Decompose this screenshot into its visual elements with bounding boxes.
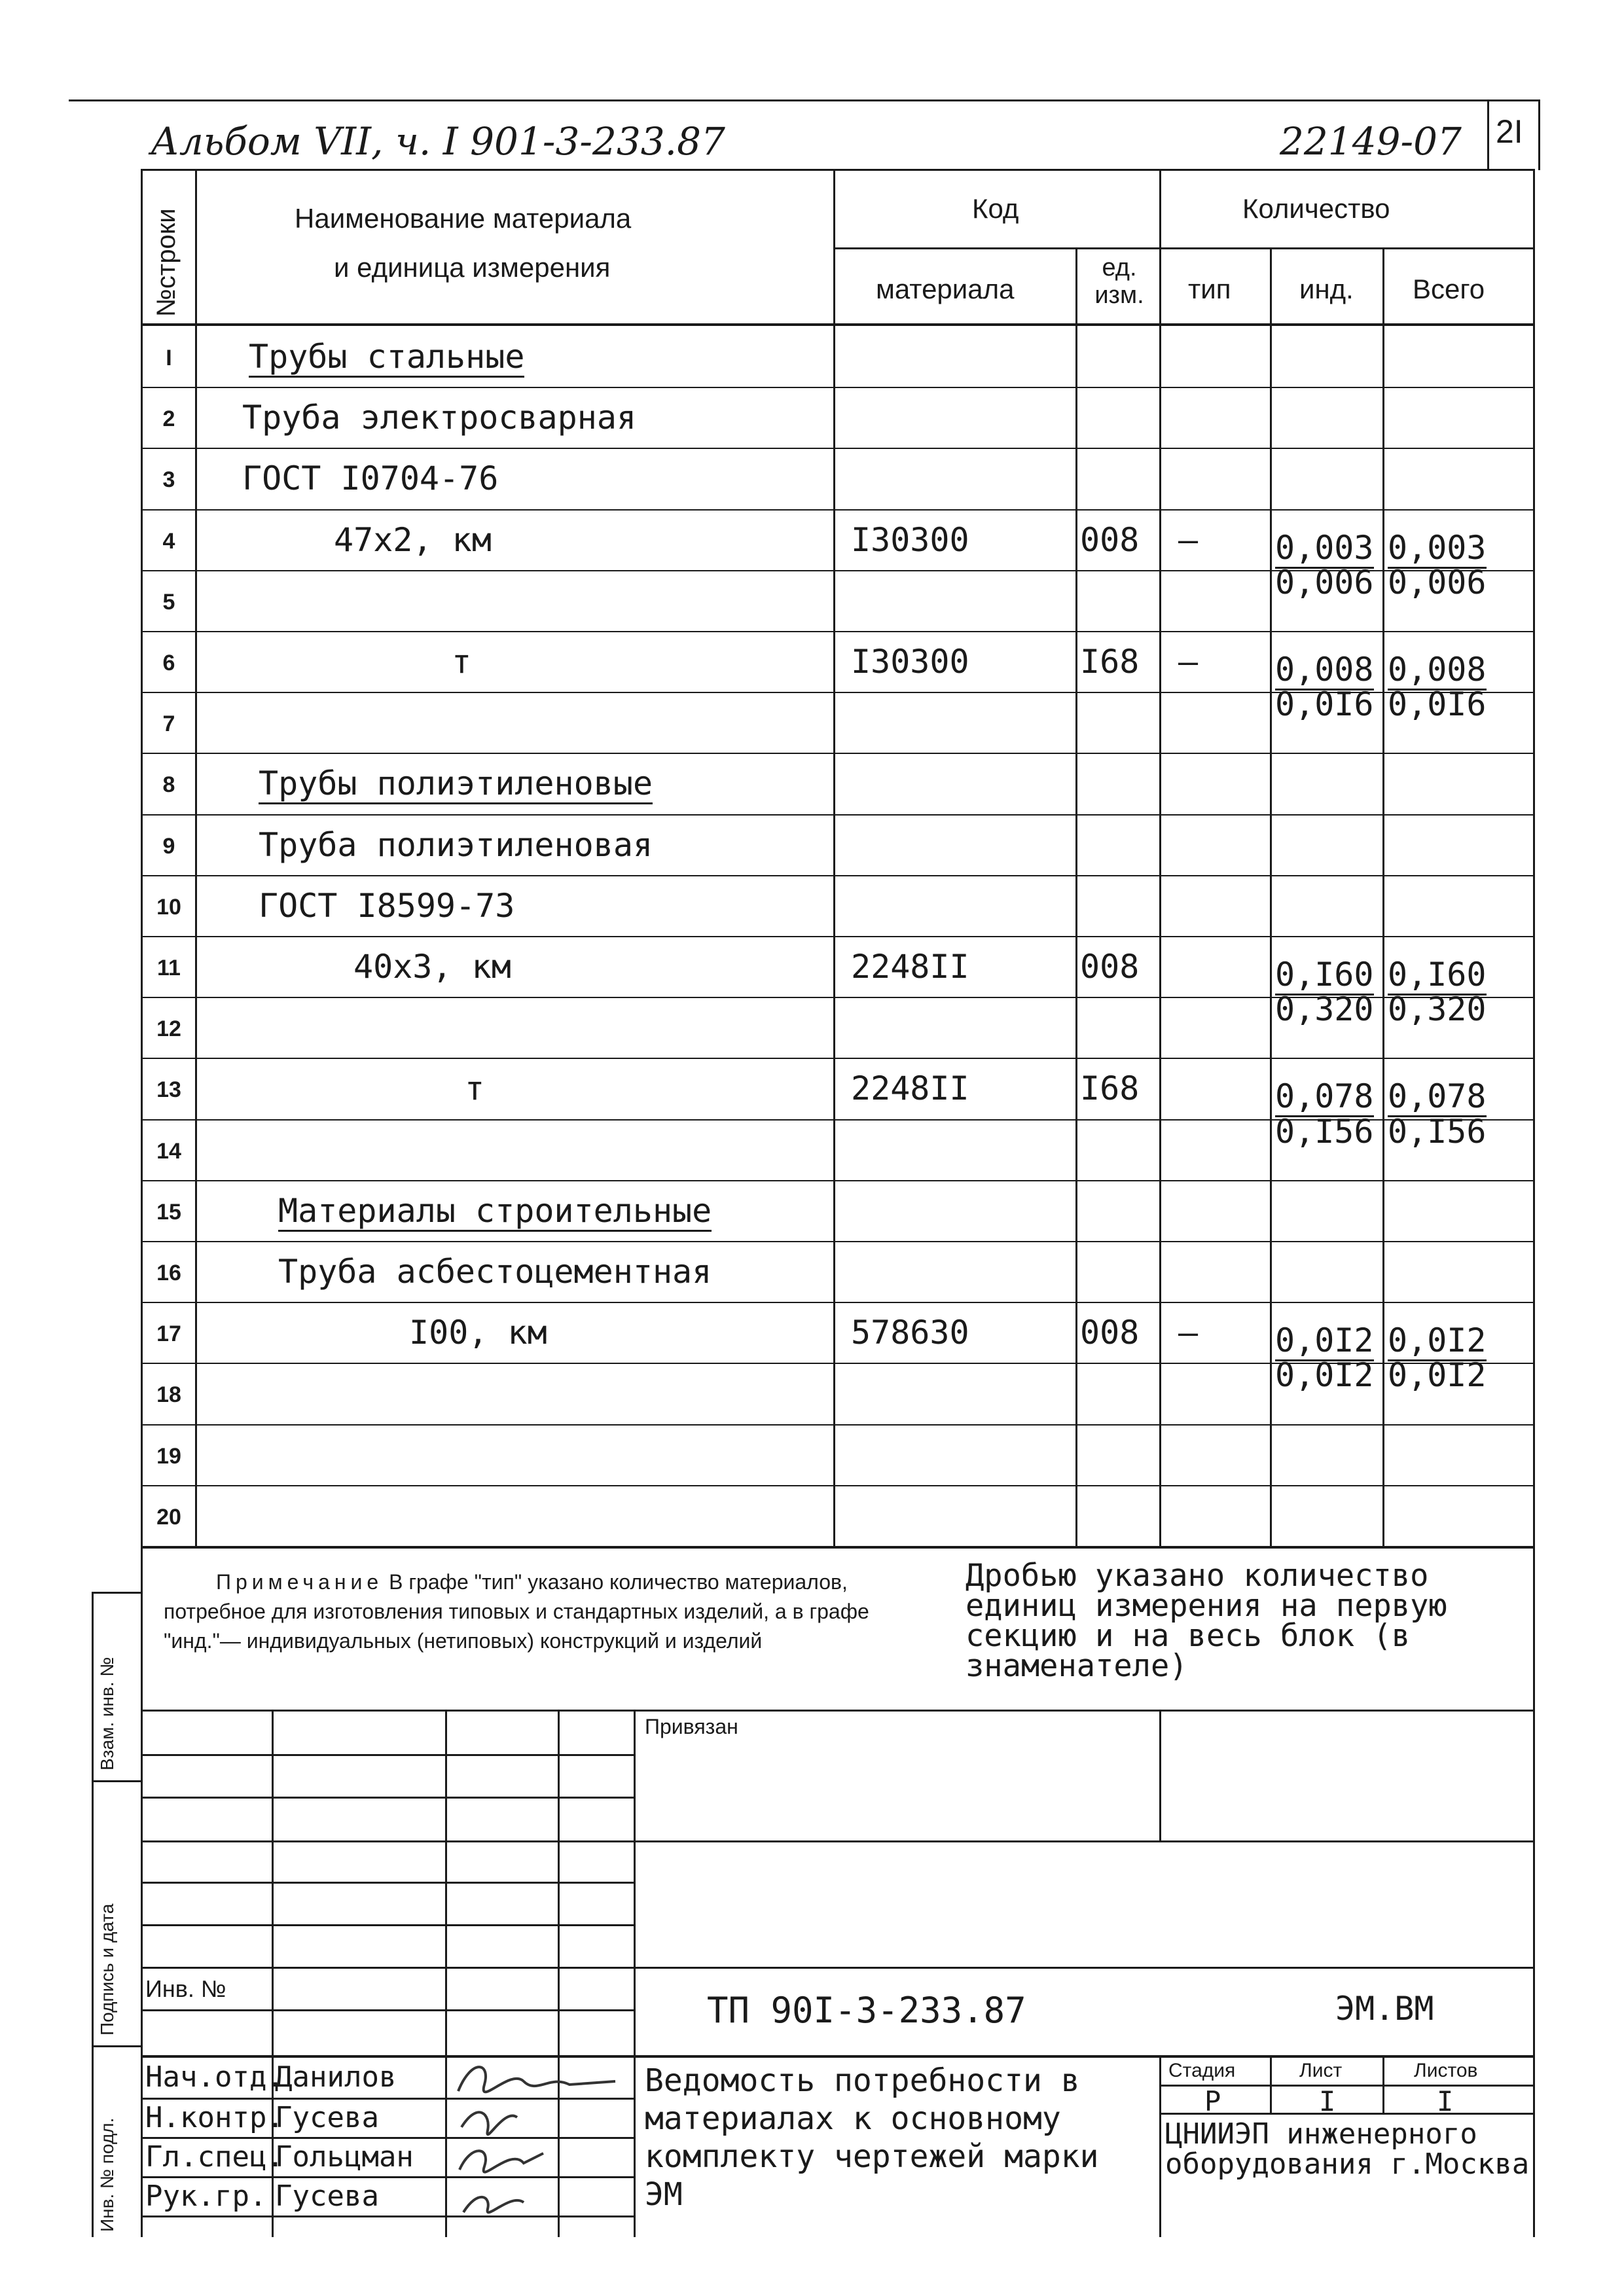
cell-ind: 0,320 (1275, 990, 1374, 1029)
cell-n: 3 (162, 467, 175, 493)
cell-n: 5 (162, 589, 175, 615)
cell-name: т (465, 1069, 485, 1108)
note-title: Примечание (216, 1570, 384, 1594)
cell-ind: 0,003 (1275, 529, 1374, 569)
cell-total: 0,0I2 (1388, 1321, 1487, 1361)
cell-ind: 0,I60 (1275, 956, 1374, 996)
cell-n: 7 (162, 711, 175, 737)
row-divider (141, 448, 1535, 449)
row-divider (141, 814, 1535, 816)
cell-unit: 008 (1080, 948, 1140, 986)
sheets-label: Листов (1414, 2060, 1478, 2081)
cell-ind: 0,008 (1275, 651, 1374, 691)
cell-n: 11 (157, 956, 181, 980)
column-header-quantity: Количество (1242, 193, 1390, 224)
cell-total: 0,006 (1388, 563, 1487, 601)
cell-n: 10 (156, 894, 181, 920)
column-header-qty-ind: инд. (1299, 274, 1354, 304)
staff-role-4: Рук.гр. (145, 2179, 267, 2213)
cell-unit: 008 (1080, 520, 1140, 559)
cell-name: Труба электросварная (242, 399, 637, 437)
sheets-value: I (1437, 2085, 1454, 2117)
cell-n: 14 (156, 1138, 181, 1164)
drawing-mark: ЭМ.ВМ (1335, 1990, 1434, 2028)
row-divider (141, 509, 1535, 511)
cell-code: I30300 (851, 520, 969, 559)
cell-n: I (166, 346, 172, 370)
row-divider (141, 387, 1535, 388)
cell-code: 578630 (851, 1314, 969, 1352)
staff-role-2: Н.контр. (145, 2101, 284, 2134)
cell-total: 0,0I2 (1388, 1356, 1487, 1395)
stage-value: Р (1204, 2085, 1221, 2117)
stage-label: Стадия (1168, 2060, 1236, 2081)
cell-name: т (452, 643, 472, 681)
row-divider (141, 631, 1535, 632)
row-divider (141, 1485, 1535, 1486)
cell-name: Трубы полиэтиленовые (259, 764, 653, 804)
cell-name: I00, км (409, 1314, 547, 1352)
project-code: ТП 90I-3-233.87 (707, 1990, 1026, 2031)
document-code: 22149-07 (1280, 119, 1462, 164)
cell-total: 0,003 (1388, 529, 1487, 569)
document-title: Ведомость потребности в материалах к основному комплекту чертежей марки ЭМ (645, 2062, 1099, 2213)
column-header-code-material: материала (876, 274, 1015, 304)
sheet-number: 2I (1496, 113, 1523, 150)
cell-ind: 0,0I6 (1275, 685, 1374, 724)
cell-total: 0,I56 (1388, 1112, 1487, 1151)
cell-unit: I68 (1080, 643, 1140, 681)
column-header-rownum: №строки (152, 208, 181, 317)
cell-name: Трубы стальные (249, 338, 524, 378)
sheet-value: I (1319, 2085, 1336, 2117)
cell-name: ГОСТ I0704-76 (242, 459, 499, 498)
column-header-name-line1: Наименование материала (295, 203, 632, 234)
row-divider (141, 875, 1535, 876)
cell-total: 0,008 (1388, 651, 1487, 691)
cell-unit: I68 (1080, 1069, 1140, 1108)
organization: ЦНИИЭП инженерного оборудования г.Москва (1165, 2117, 1530, 2181)
cell-ind: 0,078 (1275, 1077, 1374, 1117)
row-divider (141, 1424, 1535, 1426)
cell-n: 6 (162, 651, 175, 675)
left-frame-line (141, 169, 143, 2237)
sheet-label: Лист (1299, 2060, 1343, 2081)
margin-inv-podl: Инв. № подл. (97, 2117, 117, 2232)
cell-n: 4 (162, 528, 175, 554)
inv-number-label: Инв. № (145, 1975, 226, 2002)
cell-ind: 0,I56 (1275, 1112, 1374, 1151)
cell-total: 0,0I6 (1388, 685, 1487, 724)
cell-type: – (1178, 520, 1199, 559)
cell-n: 16 (156, 1261, 181, 1285)
cell-total: 0,320 (1388, 990, 1487, 1029)
column-header-qty-total: Всего (1413, 274, 1485, 304)
cell-name: Материалы строительные (278, 1192, 712, 1232)
note-right: Дробью указано количество единиц измерения на первую секцию и на весь блок (в знаменателе) (965, 1558, 1447, 1684)
staff-role-3: Гл.спец. (145, 2140, 284, 2174)
cell-total: 0,I60 (1388, 956, 1487, 996)
column-header-qty-type: тип (1188, 274, 1231, 304)
cell-total: 0,078 (1388, 1077, 1487, 1117)
cell-n: 18 (156, 1382, 181, 1408)
note-text: В графе "тип" указано количество материалов, потребное для изготовления типовых и стандартных изделий, а в графе "инд."— индивидуальных (нетиповых) конструкций и изделий (164, 1570, 869, 1653)
row-divider (141, 1241, 1535, 1242)
cell-unit: 008 (1080, 1314, 1140, 1352)
cell-name: Труба полиэтиленовая (259, 825, 653, 864)
note-left (164, 1568, 936, 1656)
cell-code: 2248II (851, 948, 969, 986)
row-divider (141, 936, 1535, 937)
cell-n: 9 (162, 833, 175, 859)
cell-ind: 0,006 (1275, 563, 1374, 601)
album-label: Альбом VII, ч. I 901-3-233.87 (151, 119, 725, 164)
cell-n: 13 (156, 1077, 181, 1103)
right-frame-line (1533, 169, 1535, 2237)
row-divider (141, 1180, 1535, 1181)
row-divider (141, 1058, 1535, 1059)
cell-type: – (1178, 643, 1199, 681)
column-header-code: Код (972, 193, 1019, 224)
cell-name: 40x3, км (353, 948, 511, 986)
column-header-name-line2: и единица измерения (334, 252, 611, 283)
column-header-code-unit: ед. изм. (1094, 254, 1144, 309)
cell-code: I30300 (851, 643, 969, 681)
privyazan-label: Привязан (645, 1715, 738, 1738)
row-divider (141, 1302, 1535, 1303)
signature-scribbles (452, 2055, 648, 2232)
cell-n: 15 (156, 1199, 181, 1225)
cell-n: 8 (162, 772, 175, 798)
staff-name-1: Данилов (275, 2060, 397, 2094)
cell-ind: 0,0I2 (1275, 1356, 1374, 1395)
cell-n: 17 (156, 1321, 181, 1347)
cell-name: 47x2, км (334, 520, 492, 559)
staff-name-2: Гусева (275, 2101, 379, 2134)
cell-name: Труба асбестоцементная (278, 1253, 712, 1291)
margin-podpis-data: Подпись и дата (97, 1903, 117, 2036)
cell-name: ГОСТ I8599-73 (259, 886, 515, 925)
cell-n: 20 (156, 1504, 181, 1530)
cell-n: 19 (156, 1443, 181, 1469)
top-rule (69, 99, 1538, 101)
cell-n: 2 (162, 406, 175, 432)
cell-code: 2248II (851, 1069, 969, 1108)
staff-role-1: Нач.отд. (145, 2060, 284, 2094)
staff-name-4: Гусева (275, 2179, 379, 2213)
cell-type: – (1178, 1314, 1199, 1352)
row-divider (141, 753, 1535, 754)
margin-vzam-inv: Взам. инв. № (97, 1657, 117, 1770)
cell-n: 12 (156, 1016, 181, 1042)
cell-ind: 0,0I2 (1275, 1321, 1374, 1361)
staff-name-3: Гольцман (275, 2140, 414, 2174)
